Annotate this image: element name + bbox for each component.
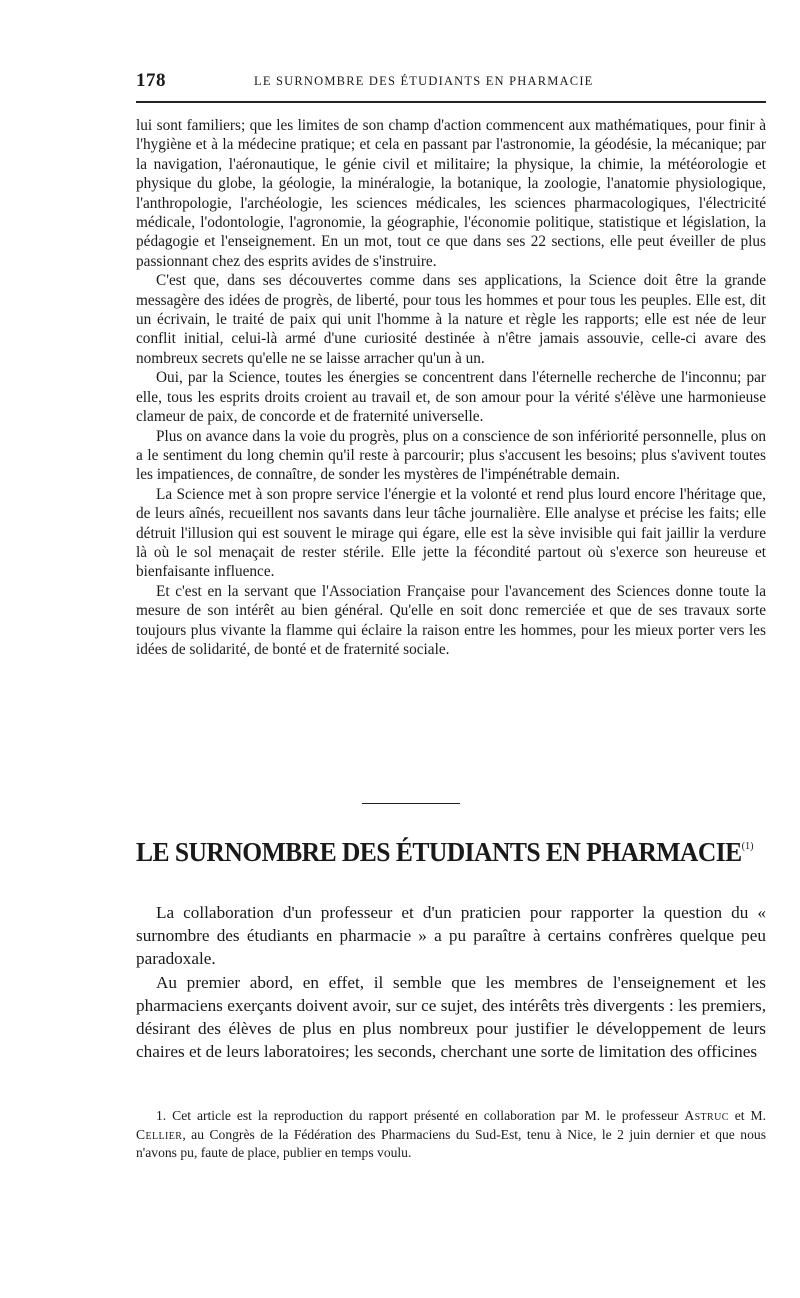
paragraph: La collaboration d'un professeur et d'un praticien pour rapporter la question du « surnombre des étudiants en pharmacie » a pu paraître à certains confrères quelque peu paradoxale. bbox=[136, 903, 766, 969]
footnote bbox=[136, 1107, 766, 1163]
footnote-marker: (1) bbox=[741, 840, 754, 852]
footnote-text-middle: et M. bbox=[734, 1108, 766, 1123]
page-number: 178 bbox=[136, 70, 166, 91]
header-rule bbox=[136, 101, 766, 103]
section-divider bbox=[362, 803, 460, 804]
running-title: LE SURNOMBRE DES ÉTUDIANTS EN PHARMACIE bbox=[254, 74, 594, 88]
article-title bbox=[136, 836, 754, 868]
footnote-text-before: Cet article est la reproduction du rapport présenté en collaboration par M. le professeur bbox=[172, 1108, 679, 1123]
paragraph: La Science met à son propre service l'énergie et la volonté et rend plus lourd encore l'héritage que, de leurs aînés, recueillent nos savants dans leur tâche journalière. Elle analyse et précise les faits; elle détruit l'illusion qui est souvent le mirage qui égare, elle est la sève invisible qui fait jaillir la verdure là où le sol menaçait de rester stérile. Elle jette la fécondité partout où s'exerce son heureuse et bienfaisante influence. bbox=[136, 485, 766, 581]
paragraph: Oui, par la Science, toutes les énergies se concentrent dans l'éternelle recherche de l'inconnu; par elle, tous les esprits droits croient au travail et, de son amour pour la vérité s'élève une harmonieuse clameur de paix, de concorde et de fraternité universelle. bbox=[136, 369, 766, 426]
article-text bbox=[136, 901, 766, 1063]
paragraph: Plus on avance dans la voie du progrès, plus on a conscience de son infériorité personnelle, plus on a le sentiment du long chemin qu'il reste à parcourir; plus s'accusent les besoins; plus s'avivent toutes les impatiences, de connaître, de sonder les mystères de l'impénétrable demain. bbox=[136, 427, 766, 484]
footnote-text-after: , au Congrès de la Fédération des Pharmaciens du Sud-Est, tenu à Nice, le 2 juin dernier et que nous n'avons pu, faute de place, publier en temps voulu. bbox=[136, 1126, 766, 1161]
paragraph: lui sont familiers; que les limites de son champ d'action commencent aux mathématiques, pour finir à l'hygiène et à la médecine pratique; et cela en passant par l'astronomie, la géodésie, la mécanique; par la navigation, l'aéronautique, le génie civil et militaire; la physique, la chimie, la météorologie et physique du globe, la géologie, la minéralogie, la botanique, la zoologie, l'anatomie physiologique, l'anthropologie, l'archéologie, les sciences médicales, les sciences pharmacologiques, l'électricité médicale, l'odontologie, l'agronomie, la géographie, l'économie politique, statistique et législation, la pédagogie et l'enseignement. En un mot, tout ce que dans ses 22 sections, elle peut éveiller de plus passionnant chez des esprits avides de s'instruire. bbox=[136, 117, 766, 270]
previous-article-text bbox=[136, 116, 766, 659]
article-title-text: LE SURNOMBRE DES ÉTUDIANTS EN PHARMACIE bbox=[136, 836, 742, 867]
footnote-paragraph bbox=[136, 1107, 766, 1163]
author-name: Cellier bbox=[136, 1126, 183, 1142]
author-name: Astruc bbox=[684, 1108, 729, 1123]
paragraph: Au premier abord, en effet, il semble que les membres de l'enseignement et les pharmaciens exerçants doivent avoir, sur ce sujet, des intérêts très divergents : les premiers, désirant des élèves de plus en plus nombreux pour justifier le développement de leurs chaires et de leurs laboratoires; les seconds, cherchant une sorte de limitation des officines bbox=[136, 972, 766, 1062]
paragraph: Et c'est en la servant que l'Association Française pour l'avancement des Sciences donne toute la mesure de son intérêt au bien général. Qu'elle en soit donc remerciée et que de ses travaux sorte toujours plus vivante la flamme qui éclaire la raison entre les hommes, pour les mieux porter vers les idées de solidarité, de bonté et de fraternité sociale. bbox=[136, 582, 766, 658]
footnote-number: 1. bbox=[156, 1108, 167, 1123]
paragraph: C'est que, dans ses découvertes comme dans ses applications, la Science doit être la grande messagère des idées de progrès, de liberté, pour tous les hommes et pour tous les peuples. Elle est, dit un écrivain, le traité de paix qui unit l'homme à la nature et règle les rapports; elle est née de leur conflit initial, celui-là armé d'une curiosité destinée à n'être jamais assouvie, celle-ci avare des nombreux secrets qu'elle ne se laisse arracher qu'un à un. bbox=[136, 272, 766, 367]
running-head bbox=[136, 70, 766, 94]
